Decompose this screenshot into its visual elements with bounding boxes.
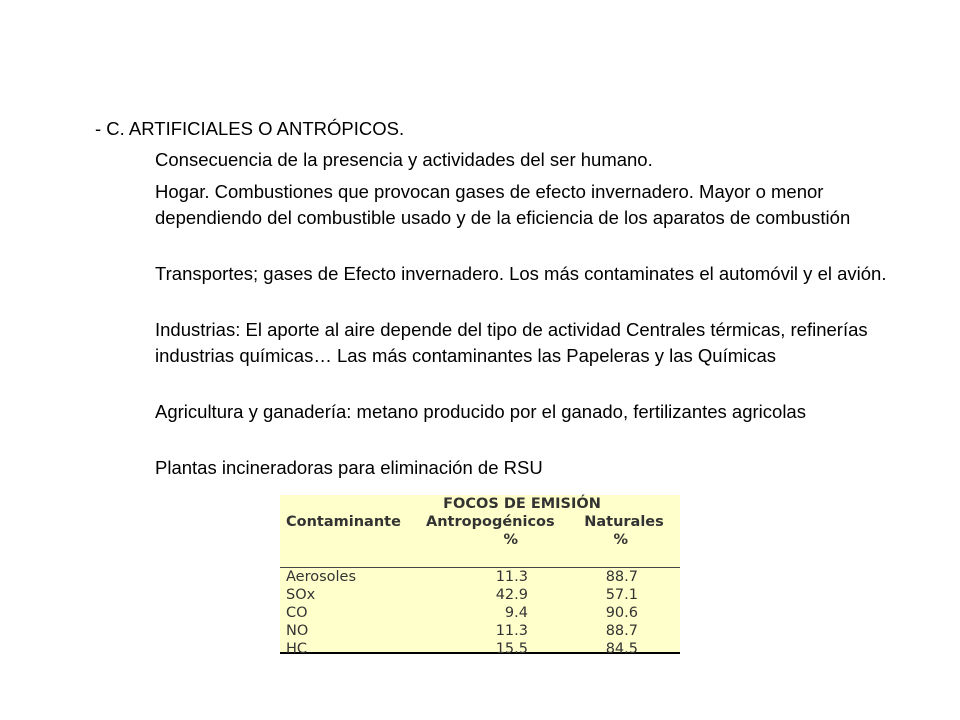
table-row	[280, 568, 680, 587]
cell-anthropogenic: 9.4	[504, 605, 528, 621]
cell-anthropogenic: 42.9	[495, 587, 528, 603]
column-header-antropogenicos: Antropogénicos	[426, 514, 555, 530]
column-header-naturales: Naturales	[584, 514, 664, 530]
paragraph-plantas: Plantas incineradoras para eliminación de RSU	[155, 457, 543, 478]
cell-pollutant: HC	[286, 641, 308, 657]
emission-table	[280, 495, 680, 658]
unit-cell-naturales: %	[613, 532, 628, 548]
column-header-contaminante: Contaminante	[286, 514, 401, 530]
paragraph-agricultura: Agricultura y ganadería: metano producido por el ganado, fertilizantes agricolas	[155, 401, 806, 422]
table-group-header-row	[280, 495, 680, 513]
paragraph-industrias: Industrias: El aporte al aire depende del tipo de actividad Centrales térmicas, refinerías industrias químicas… Las más contaminantes las Papeleras y las Químicas	[155, 319, 868, 366]
table-group-header: FOCOS DE EMISIÓN	[443, 496, 601, 512]
table-row	[280, 586, 680, 604]
cell-pollutant: CO	[286, 605, 308, 621]
header-divider	[280, 549, 680, 568]
cell-anthropogenic: 11.3	[495, 623, 528, 639]
unit-cell-antropogenicos: %	[503, 532, 518, 548]
paragraph-hogar: Hogar. Combustiones que provocan gases de efecto invernadero. Mayor o menor dependiendo del combustible usado y de la eficiencia de los aparatos de combustión	[155, 181, 851, 228]
cell-pollutant: SOx	[286, 587, 316, 603]
cell-natural: 88.7	[605, 623, 638, 639]
cell-anthropogenic: 15.5	[495, 641, 528, 657]
cell-natural: 57.1	[605, 587, 638, 603]
cell-anthropogenic: 11.3	[495, 569, 528, 585]
table-header-row	[280, 513, 680, 531]
cell-natural: 88.7	[605, 569, 638, 585]
paragraph-consecuencia: Consecuencia de la presencia y actividades del ser humano.	[155, 149, 653, 170]
unit-cell-contaminante	[280, 531, 413, 549]
table-row	[280, 622, 680, 640]
cell-natural: 84.5	[605, 641, 638, 657]
cell-pollutant: Aerosoles	[286, 569, 357, 585]
cell-natural: 90.6	[605, 605, 638, 621]
paragraph-transportes: Transportes; gases de Efecto invernadero. Los más contaminates el automóvil y el avión.	[155, 263, 887, 284]
section-heading: - C. ARTIFICIALES O ANTRÓPICOS.	[95, 118, 405, 139]
emission-table-panel	[280, 495, 680, 657]
table-unit-row	[280, 531, 680, 549]
cell-pollutant: NO	[286, 623, 309, 639]
table-row	[280, 640, 680, 658]
table-row	[280, 604, 680, 622]
